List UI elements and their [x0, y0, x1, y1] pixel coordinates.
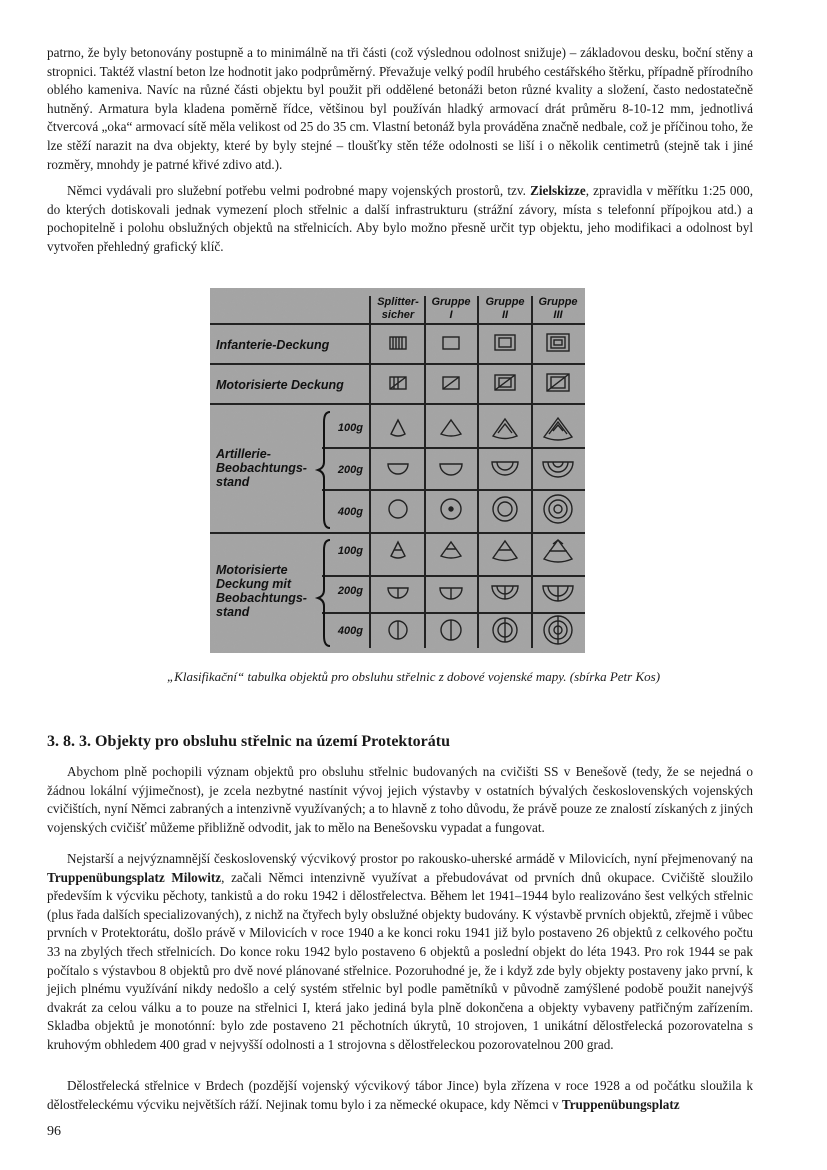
paragraph-2-text: Němci vydávali pro služební potřebu velmi podrobné mapy vojenských prostorů, tzv.	[67, 183, 531, 198]
symbol-dot-icon	[449, 507, 453, 511]
paragraph-4-text: Nejstarší a nejvýznamnější československý výcvikový prostor po rakousko-uherské armádě v Milovicích, nyní přejmenovaný na	[67, 851, 753, 866]
paragraph-4-text-cont: , začali Němci intenzivně využívat a přebudovávat od prvních dnů okupace. Cvičiště sloužilo především k výcviku pěchoty, tankistů a do roku 1942 i dělostřelectva. Během let 1941–1944 bylo realizováno šest velkých střelnic (plus řada dalších specializovaných), z nichž na čtyřech byly obslužné objekty budovány. K výstavbě prvních objektů, zřejmě i vůbec prvních v Protektorátu, došlo právě v Milovicích v roce 1940 a ke konci roku 1941 již bylo postaveno 26 objektů z celkového počtu 33 na zbylých třech střelnicích. Do konce roku 1942 bylo postaveno 6 objektů a poslední objekt do léta 1943. Pro rok 1944 se pak počítalo s výstavbou 8 objektů pro dvě nové plánované střelnice. Pozoruhodné je, že i když zde byly objekty postaveny jako první, k jejich plnému využívání nikdy nedošlo a celý systém střelnic byl podle pamětníků v původně zamýšlené podobě použit nanejvýš dvakrát za celou válku a to pouze na střelnici I, která jako jediná byla plně dokončena a objekty vybaveny patřičným zařízením. Skladba objektů je monotónní: bylo zde postaveno 21 pěchotních úkrytů, 10 strojoven, 1 unikátní dělostřelecká pozorovatelna s kruhovým obhledem 400 grad v nejvyšší odolnosti a 1 strojovna s dělostřeleckou pozorovatelnou 200 grad.	[47, 869, 753, 1052]
row-label-motbeob-3: Beobachtungs-	[216, 591, 307, 605]
row-label-motbeob-4: stand	[216, 605, 250, 619]
term-truppenubungsplatz: Truppenübungsplatz	[561, 1096, 680, 1112]
grad-label-200b: 200g	[337, 585, 363, 597]
paragraph-1-text: patrno, že byly betonovány postupně a to minimálně na tři části (což výslednou odolnost snižuje) – základovou desku, boční stěny a stropnici. Taktéž vlastní beton lze hodnotit jako podprůměrný. Převažuje velký podíl hrubého cestářského štěrku, případně přírodního oblého kameniva. Navíc na různé části objektu byl použit při oddělené betonáži beton různé kvality a složení, často nedostatečně hutněný. Armatura byla kladena poměrně řídce, většinou byl používán hladký armovací drát průměru 8-10-12 mm, jednotlivá čtvercová „oka“ armovací sítě měla velikost od 25 do 35 cm. Vlastní betonáž byla prováděna značně nedbale, což je příčinou toho, že lze stěží narazit na dva objekty, které by byly stejné – tloušťky stěn téže odolnosti se liší i o několik centimetrů (stejně tak i jiné rozměry, mnohdy je patrné křivé zdivo atd.).	[47, 45, 753, 172]
col-header-splitter-1: Splitter-	[377, 296, 419, 308]
row-label-motbeob-1: Motorisierte	[216, 563, 288, 577]
row-label-motbeob-2: Deckung mit	[216, 577, 292, 591]
col-header-g3-1: Gruppe	[538, 296, 578, 308]
row-label-artillerie-1: Artillerie-	[216, 447, 271, 461]
paragraph-5-text: Dělostřelecká střelnice v Brdech (pozdější vojenský výcvikový tábor Jince) byla zřízena v roce 1928 a od počátku sloužila k dělostřeleckému výcviku největších ráží. Nejinak tomu bylo i za německé okupace, kdy Němci v	[47, 1078, 753, 1112]
term-truppenubungsplatz-milowitz: Truppenübungsplatz Milowitz	[47, 869, 222, 885]
col-header-g3-2: III	[553, 309, 563, 321]
paragraph-2-text-cont: , zpravidla v měřítku 1:25 000, do kterých dotiskovali jednak vymezení ploch střelnic a další infrastrukturu (strážní závory, místa s telefonní přípojkou atd.) a pochopitelně i polohu obslužných objektů na střelnicích. Aby bylo možno přesně určit typ objektu, jeho modifikaci a odolnost byl vytvořen přehledný grafický klíč.	[47, 183, 753, 254]
page-number: 96	[47, 1124, 61, 1139]
grad-label-400b: 400g	[337, 625, 363, 637]
row-label-infanterie: Infanterie-Deckung	[216, 338, 330, 352]
col-header-g2-1: Gruppe	[485, 296, 525, 308]
section-heading: 3. 8. 3. Objekty pro obsluhu střelnic na území Protektorátu	[47, 733, 450, 750]
figure-caption: „Klasifikační“ tabulka objektů pro obsluhu střelnic z dobové vojenské mapy. (sbírka Petr Kos)	[166, 669, 661, 684]
row-label-artillerie-2: Beobachtungs-	[216, 461, 307, 475]
paragraph-2	[47, 182, 753, 256]
grad-label-200: 200g	[337, 464, 363, 476]
col-header-splitter-2: sicher	[381, 309, 415, 321]
paragraph-4	[47, 850, 753, 1055]
col-header-g1-1: Gruppe	[431, 296, 471, 308]
paragraph-3-text: Abychom plně pochopili význam objektů pro obsluhu střelnic budovaných na cvičišti SS v Benešově (tedy, že se nejedná o žádnou lokální výjimečnost), je zcela nezbytné nastínit vývoj jejich výstavby v ostatních bývalých československých vojenských cvičištích, nyní Němci zabraných a intenzivně využívaných; a to hlavně z toho důvodu, že právě pouze ze znalostí získaných z jiných vojenských cvičišť můžeme přibližně odvodit, jak to mělo na Benešovsku vypadat a fungovat.	[47, 764, 753, 835]
row-label-motorisierte: Motorisierte Deckung	[216, 378, 344, 392]
col-header-g1-2: I	[449, 309, 453, 321]
paragraph-3	[47, 763, 753, 837]
term-zielskizze: Zielskizze	[530, 183, 586, 198]
grad-label-100b: 100g	[337, 545, 363, 557]
grad-label-400: 400g	[337, 506, 363, 518]
grad-label-100: 100g	[337, 422, 363, 434]
col-header-g2-2: II	[501, 309, 509, 321]
paragraph-1	[47, 44, 753, 174]
classification-table-photo	[210, 288, 585, 653]
classification-table-svg	[210, 288, 585, 653]
paragraph-5	[47, 1077, 753, 1114]
row-label-artillerie-3: stand	[216, 475, 250, 489]
